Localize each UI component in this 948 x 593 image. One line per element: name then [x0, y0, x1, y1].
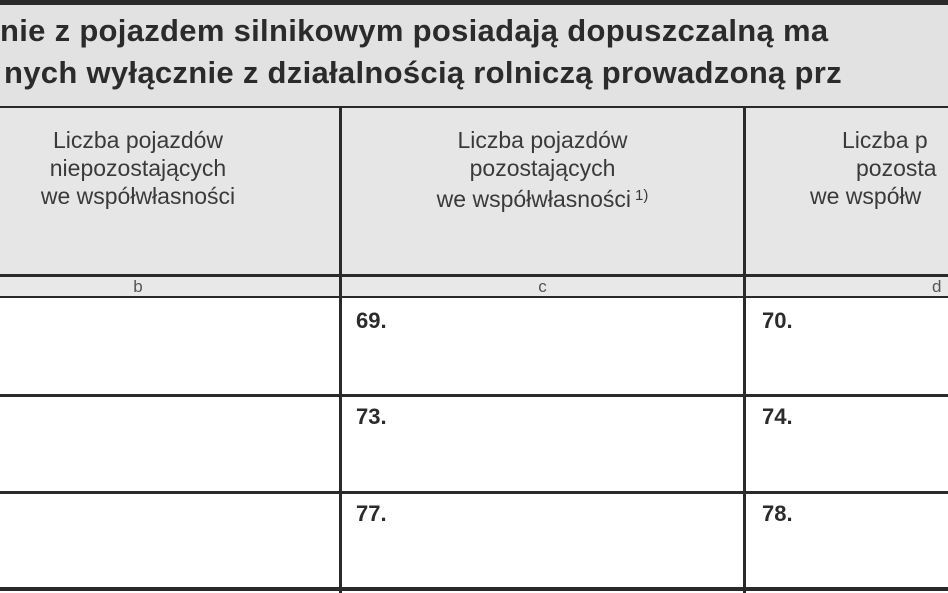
column-header-c-line-3-text: we współwłasności — [436, 186, 631, 212]
column-letter-d: d — [932, 277, 942, 296]
column-header-d — [808, 126, 948, 210]
field-number: 70. — [762, 308, 793, 333]
table-top-border — [0, 106, 948, 108]
column-header-b-line-3: we współwłasności — [40, 183, 236, 209]
column-header-c-line-2: pozostających — [469, 155, 616, 181]
column-header-b-line-2: niepozostających — [49, 155, 227, 181]
column-divider-c-d — [743, 106, 746, 593]
column-letter-c: c — [538, 277, 547, 296]
column-header-d-line-3: we współw — [810, 183, 922, 209]
row-2-border — [0, 491, 948, 494]
table-bottom-border — [0, 587, 948, 591]
section-heading-line-1: nie z pojazdem silnikowym posiadają dopuszczalną ma — [0, 13, 829, 48]
field-number: 69. — [356, 308, 387, 333]
section-heading — [0, 5, 948, 106]
column-header-b — [0, 126, 276, 210]
field-number: 74. — [762, 404, 793, 429]
letter-row-border — [0, 296, 948, 298]
column-header-d-line-1: Liczba p — [842, 127, 928, 153]
section-heading-line-2: nych wyłącznie z działalnością rolniczą prowadzoną prz — [4, 55, 842, 90]
field-number: 73. — [356, 404, 387, 429]
field-number: 78. — [762, 501, 793, 526]
column-header-c-line-1: Liczba pojazdów — [457, 127, 628, 153]
column-header-c — [342, 126, 743, 213]
field-number: 77. — [356, 501, 387, 526]
row-1-border — [0, 394, 948, 397]
column-letter-b: b — [133, 277, 143, 296]
footnote-marker: 1) — [634, 187, 649, 204]
column-header-d-line-2: pozosta — [856, 155, 937, 181]
column-header-b-line-1: Liczba pojazdów — [52, 127, 224, 153]
column-header-c-line-3 — [342, 182, 743, 213]
